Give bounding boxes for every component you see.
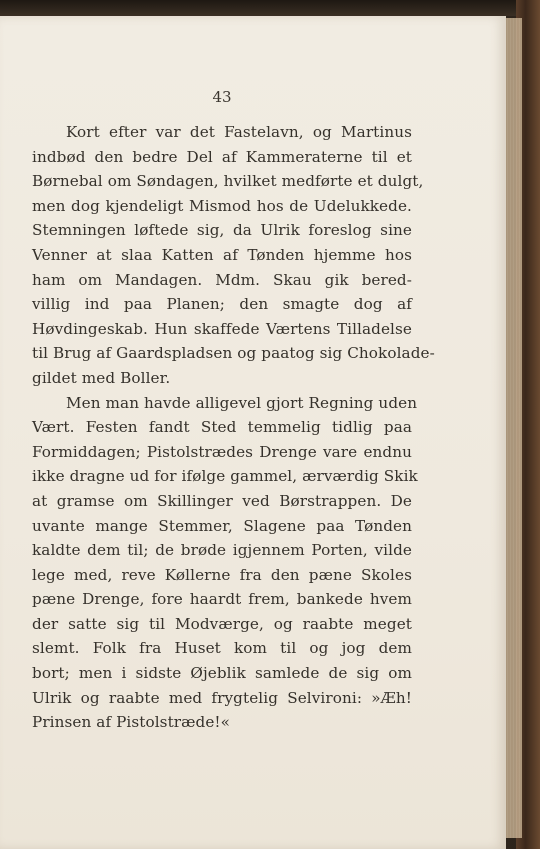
text-line: Venner at slaa Katten af Tønden hjemme hos	[32, 245, 412, 264]
text-line: Vært. Festen fandt Sted temmelig tidlig paa	[32, 418, 412, 437]
text-line: at gramse om Skillinger ved Børstrappen. De	[32, 491, 412, 510]
scan-top-shadow	[0, 0, 540, 16]
paragraph-2	[32, 391, 418, 735]
text-line: uvante mange Stemmer, Slagene paa Tønden	[32, 516, 412, 535]
paragraph-1	[32, 120, 435, 391]
text-line: ham om Mandagen. Mdm. Skau gik bered-	[32, 270, 412, 289]
text-line: slemt. Folk fra Huset kom til og jog dem	[32, 639, 412, 658]
text-line: Formiddagen; Pistolstrædes Drenge vare endnu	[32, 442, 412, 461]
page-number: 43	[212, 88, 232, 106]
text-line: indbød den bedre Del af Kammeraterne til et	[32, 147, 412, 166]
text-line: Ulrik og raabte med frygtelig Selvironi: »Æh!	[32, 688, 412, 707]
text-line: pæne Drenge, fore haardt frem, bankede hvem	[32, 590, 412, 609]
text-line: Børnebal om Søndagen, hvilket medførte et dulgt,	[32, 172, 424, 191]
text-line: Men man havde alligevel gjort Regning uden	[66, 393, 418, 412]
body-text	[32, 120, 435, 735]
text-line: lege med, reve Køllerne fra den pæne Skoles	[32, 565, 412, 584]
text-line: til Brug af Gaardspladsen og paatog sig Chokolade-	[32, 344, 435, 363]
text-line: kaldte dem til; de brøde igjennem Porten, vilde	[32, 541, 412, 560]
text-line: ikke dragne ud for ifølge gammel, ærværdig Skik	[32, 467, 418, 486]
text-line: Stemningen løftede sig, da Ulrik foreslog sine	[32, 221, 412, 240]
text-line: Høvdingeskab. Hun skaffede Værtens Tilladelse	[32, 319, 412, 338]
text-line: der satte sig til Modværge, og raabte meget	[32, 614, 412, 633]
text-line: Kort efter var det Fastelavn, og Martinus	[66, 123, 412, 141]
text-line: villig ind paa Planen; den smagte dog af	[32, 295, 412, 314]
text-line: Prinsen af Pistolstræde!«	[32, 713, 231, 732]
text-line: bort; men i sidste Øjeblik samlede de sig om	[32, 664, 412, 683]
text-line: gildet med Boller.	[32, 368, 171, 387]
text-line: men dog kjendeligt Mismod hos de Udelukkede.	[32, 196, 412, 215]
